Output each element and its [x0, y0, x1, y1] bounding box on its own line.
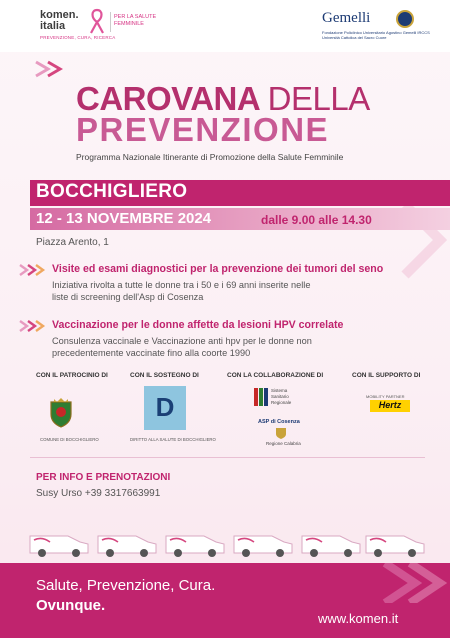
section-divider — [30, 457, 425, 458]
section-title-screening: Visite ed esami diagnostici per la prevenzione dei tumori del seno — [52, 263, 384, 275]
sostegno-caption: DIRITTO ALLA SALUTE DI BOCCHIGLIERO — [130, 437, 216, 442]
van-icon — [232, 528, 294, 558]
van-icon — [364, 528, 426, 558]
ssr-stripes-icon — [254, 388, 268, 406]
decorative-arrow-icon — [380, 563, 450, 603]
van-icon — [164, 528, 226, 558]
event-time: dalle 9.00 alle 14.30 — [261, 213, 372, 227]
van-icon — [96, 528, 158, 558]
university-seal-icon — [396, 10, 414, 28]
asp-cosenza-name: ASP di Cosenza — [258, 419, 300, 425]
logo-divider — [110, 12, 111, 32]
region-crest-icon — [275, 427, 287, 439]
komen-name-line1: komen. — [40, 9, 79, 21]
d-letter: D — [155, 392, 175, 422]
sostegno-label: CON IL SOSTEGNO DI — [130, 372, 199, 379]
header-bar — [0, 0, 450, 52]
ssr-line2: Sanitario — [271, 394, 289, 399]
double-chevron-icon — [18, 264, 48, 276]
pink-ribbon-icon — [88, 8, 106, 34]
gemelli-logo — [322, 10, 442, 48]
section-text-screening-2: liste di screening dell'Asp di Cosenza — [52, 292, 204, 302]
hertz-logo — [370, 400, 410, 412]
event-city: BOCCHIGLIERO — [36, 181, 188, 202]
title-della: DELLA — [267, 80, 370, 117]
collaborazione-label: CON LA COLLABORAZIONE DI — [227, 372, 324, 379]
footer-slogan: Salute, Prevenzione, Cura. — [36, 577, 216, 594]
footer-slogan-bold: Ovunque. — [36, 597, 106, 614]
event-place: Piazza Arento, 1 — [36, 237, 109, 248]
komen-tagline: PREVENZIONE, CURA, RICERCA — [40, 35, 116, 40]
ssr-line3: Regionale — [271, 400, 292, 405]
komen-italia-logo — [40, 10, 190, 44]
title-carovana: CAROVANA — [76, 80, 259, 117]
info-title: PER INFO E PRENOTAZIONI — [36, 472, 171, 483]
mobility-partner-label: MOBILITY PARTNER — [366, 394, 405, 399]
van-icon — [300, 528, 362, 558]
ssr-line1: Sistema — [271, 388, 288, 393]
sostegno-d-logo — [144, 386, 186, 430]
section-text-hpv-1: Consulenza vaccinale e Vaccinazione anti hpv per le donne non — [52, 336, 312, 346]
van-icon — [28, 528, 90, 558]
vans-row — [28, 528, 428, 564]
section-text-hpv-2: precedentemente vaccinate fino alla coorte 1990 — [52, 348, 251, 358]
gemelli-subtitle: Fondazione Policlinico Universitario Agostino Gemelli IRCCS Università Cattolica del Sacro Cuore — [322, 30, 430, 40]
section-text-screening-1: Iniziativa rivolta a tutte le donne tra i 50 e i 69 anni inserite nelle — [52, 280, 311, 290]
supporto-label: CON IL SUPPORTO DI — [352, 372, 421, 379]
region-name: Regione Calabria — [266, 441, 301, 446]
decorative-arrow-icon — [34, 58, 68, 80]
asp-cosenza-logo — [254, 386, 312, 450]
section-title-hpv: Vaccinazione per le donne affette da lesioni HPV correlate — [52, 319, 344, 331]
program-subtitle: Programma Nazionale Itinerante di Promozione della Salute Femminile — [76, 152, 344, 162]
municipal-crest-icon — [48, 396, 74, 428]
title-line2: PREVENZIONE — [76, 111, 330, 148]
double-chevron-icon — [18, 320, 48, 332]
info-contact: Susy Urso +39 3317663991 — [36, 488, 161, 499]
komen-slogan: PER LA SALUTE FEMMINILE — [114, 14, 157, 27]
hertz-brand: Hertz — [378, 400, 402, 410]
patrocinio-label: CON IL PATROCINIO DI — [36, 372, 108, 379]
gemelli-name: Gemelli — [322, 10, 371, 26]
komen-name-line2: italia — [40, 20, 66, 32]
event-date: 12 - 13 NOVEMBRE 2024 — [36, 210, 212, 227]
patrocinio-caption: COMUNE DI BOCCHIGLIERO — [40, 437, 99, 442]
footer-website-link[interactable]: www.komen.it — [318, 611, 399, 626]
